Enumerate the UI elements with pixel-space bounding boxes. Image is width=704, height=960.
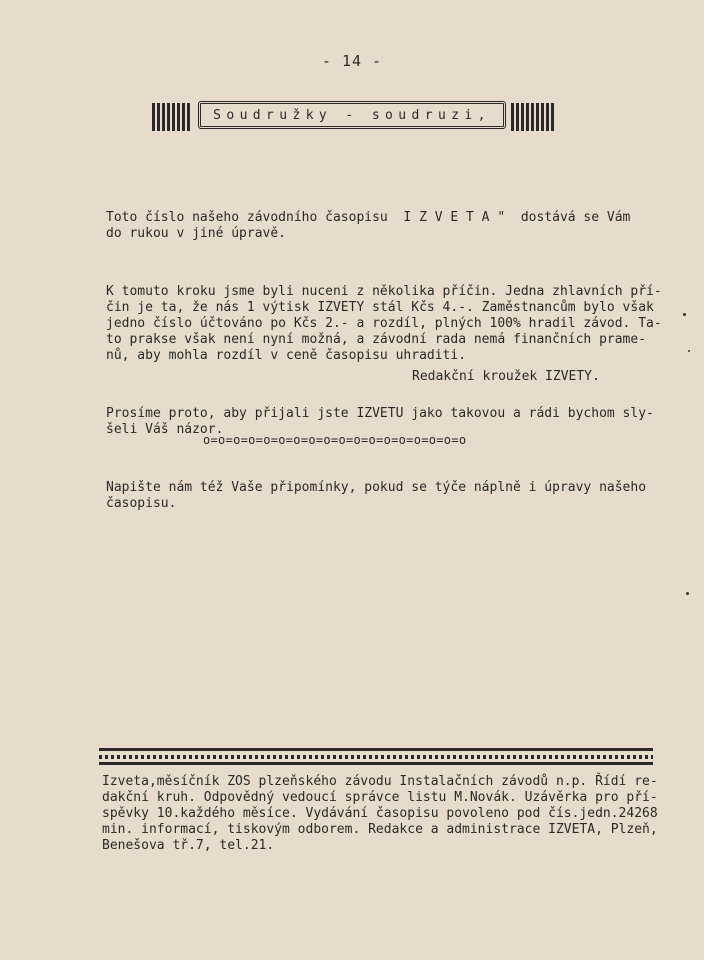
colophon: Izveta,měsíčník ZOS plzeňského závodu Instalačních závodů n.p. Řídí re- dakční kruh. Odpovědný vedoucí správce listu M.Novák. Uzávěrka pro pří- spěvky 10.každého měsíce. Vydávání časopisu povoleno pod čís.jedn.24268 min. informací, tiskovým odborem. Redakce a administrace IZVETA, Plzeň, Benešova tř.7, tel.21. [102, 774, 658, 853]
paragraph-feedback: Napište nám též Vaše připomínky, pokud se týče náplně i úpravy našeho časopisu. [106, 480, 647, 511]
signature: Redakční kroužek IZVETY. [412, 369, 600, 384]
letter-body [106, 178, 662, 554]
heading-banner [150, 101, 556, 133]
decorative-bars-left [152, 103, 190, 131]
paragraph-reasons: K tomuto kroku jsme byli nuceni z několika příčin. Jedna zhlavních pří- čin je ta, že nás 1 výtisk IZVETY stál Kčs 4.-. Zaměstnancům bylo však jedno číslo účtováno po Kčs 2.- a rozdíl, plných 100% hradil závod. Ta- to prakse však není nyní možná, a závodní rada nemá finančních prame- nů, aby mohla rozdíl v ceně časopisu uhraditi. [106, 284, 662, 363]
decorative-bars-right [511, 103, 554, 131]
footer-rule-top [99, 748, 653, 751]
section-divider: o=o=o=o=o=o=o=o=o=o=o=o=o=o=o=o=o=o [203, 433, 467, 447]
paper-speck [688, 350, 690, 352]
page-number: - 14 - [321, 52, 383, 70]
footer-rule-bottom [99, 762, 653, 765]
paper-speck [686, 592, 689, 595]
paragraph-request: Prosíme proto, aby přijali jste IZVETU jako takovou a rádi bychom sly- šeli Váš názor. [106, 406, 654, 437]
heading-title: Soudružky - soudruzi, [198, 101, 506, 129]
paper-speck [683, 313, 686, 316]
paragraph-intro: Toto číslo našeho závodního časopisu I Z V E T A " dostává se Vám do rukou v jiné úpravě. [106, 210, 631, 241]
footer-dotted-rule [99, 755, 653, 759]
